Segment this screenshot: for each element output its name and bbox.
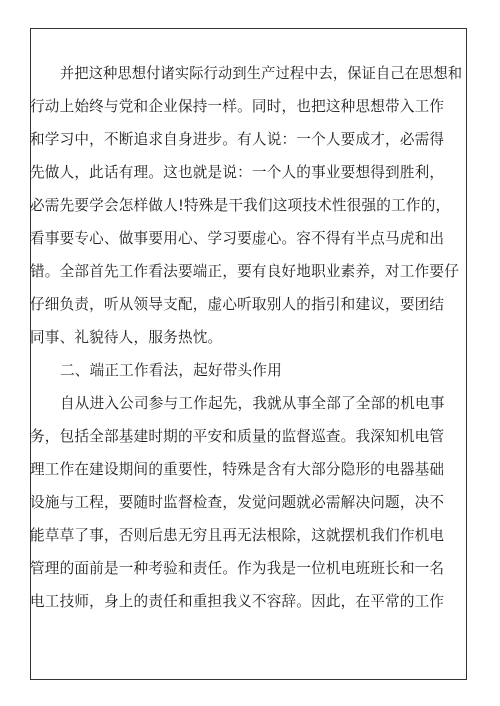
text-line-16: 管理的面前是一种考验和责任。作为我是一位机电班班长和一名	[30, 560, 445, 577]
text-line-17: 电工技师，身上的责任和重担我义不容辞。因此，在平常的工作	[30, 593, 445, 610]
text-line-13: 理工作在建设期间的重要性，特殊是含有大部分隐形的电器基础	[30, 461, 445, 478]
text-line-2: 行动上始终与党和企业保持一样。同时，也把这种思想带入工作	[30, 98, 445, 115]
section-heading: 二、端正工作看法，起好带头作用	[60, 362, 282, 379]
text-line-3: 和学习中，不断追求自身进步。有人说：一个人要成才，必需得	[30, 131, 445, 148]
text-line-12: 务，包括全部基建时期的平安和质量的监督巡查。我深知机电管	[30, 428, 445, 445]
text-line-1: 并把这种思想付诸实际行动到生产过程中去，保证自己在思想和	[60, 65, 463, 82]
text-line-5: 必需先要学会怎样做人!特殊是干我们这项技术性很强的工作的，	[30, 197, 451, 214]
text-line-7: 错。全部首先工作看法要端正，要有良好地职业素养，对工作要仔	[30, 263, 460, 280]
text-line-11: 自从进入公司参与工作起先，我就从事全部了全部的机电事	[60, 395, 445, 412]
text-line-14: 设施与工程，要随时监督检查，发觉问题就必需解决问题，决不	[30, 494, 445, 511]
text-line-8: 仔细负责，听从领导支配，虚心听取别人的指引和建议，要团结	[30, 296, 445, 313]
text-line-9: 同事、礼貌待人，服务热忱。	[30, 329, 223, 346]
text-line-6: 看事要专心、做事要用心、学习要虚心。容不得有半点马虎和出	[30, 230, 445, 247]
text-line-15: 能草草了事，否则后患无穷且再无法根除，这就摆机我们作机电	[30, 527, 445, 544]
text-line-4: 先做人，此话有理。这也就是说：一个人的事业要想得到胜利，	[30, 164, 445, 181]
page-border	[30, 28, 467, 680]
